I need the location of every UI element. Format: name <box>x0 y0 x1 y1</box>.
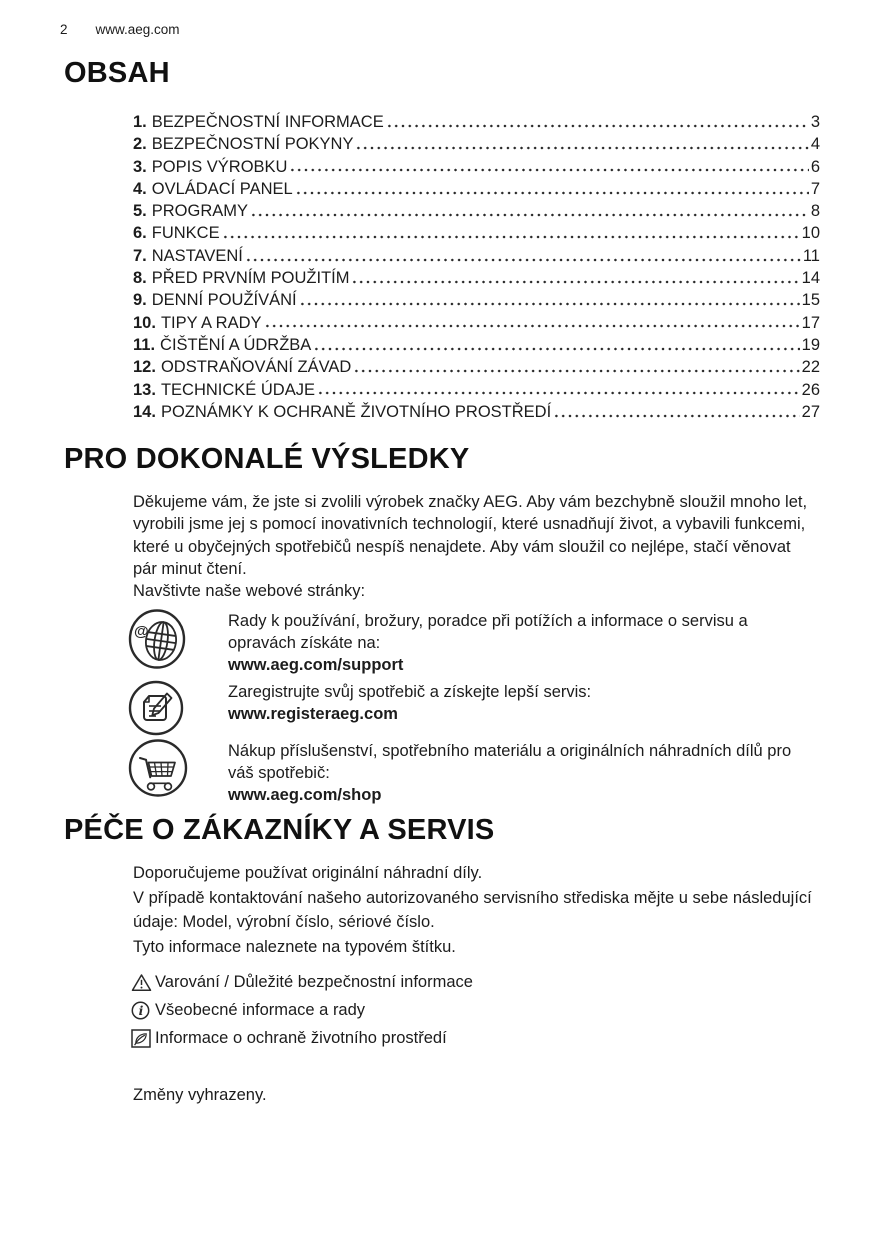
toc-item-title: POZNÁMKY K OCHRANĚ ŽIVOTNÍHO PROSTŘEDÍ <box>160 402 552 421</box>
web-links <box>128 609 818 807</box>
toc-item-title: ČIŠTĚNÍ A ÚDRŽBA <box>160 335 312 354</box>
care-text <box>133 861 813 959</box>
svg-text:i: i <box>138 1002 144 1018</box>
shop-url: www.aeg.com/shop <box>228 786 382 805</box>
toc-item-page: 3 <box>810 113 820 131</box>
toc-item <box>133 111 820 133</box>
intro-paragraph: Děkujeme vám, že jste si zvolili výrobek značky AEG. Aby vám bezchybně sloužil mnoho let, vyrobili jsme jej s pomocí inovativních technologií, které usnadňují život, a vybavili funkcemi, které u obyčejných spotřebičů nespíš nenajdete. Aby vám sloužil co nejlépe, stačí věnovat pár minut čtení. <box>133 493 808 579</box>
toc-item-page: 7 <box>810 179 820 198</box>
toc-heading: OBSAH <box>64 57 170 89</box>
dot-leader <box>250 200 809 222</box>
page-number: 2 <box>60 22 68 37</box>
toc-item-number: 10. <box>133 313 156 332</box>
page-header <box>60 22 180 37</box>
toc-item-number: 5. <box>133 202 147 221</box>
note-text: Všeobecné informace a rady <box>155 1000 366 1019</box>
toc-item-page: 14 <box>801 269 820 288</box>
toc-item-number: 3. <box>133 157 147 176</box>
shop-link-text <box>228 739 818 807</box>
toc-item-number: 9. <box>133 291 147 310</box>
toc-item-page: 27 <box>801 402 820 421</box>
toc-item-page: 15 <box>801 291 820 310</box>
table-of-contents <box>133 111 820 423</box>
dot-leader <box>351 267 799 289</box>
register-url: www.registeraeg.com <box>228 704 398 723</box>
svg-text:@: @ <box>134 622 149 640</box>
toc-item <box>133 200 820 222</box>
toc-item-title: TIPY A RADY <box>160 313 262 332</box>
toc-item-title: DENNÍ POUŽÍVÁNÍ <box>151 291 297 310</box>
toc-item-title: PROGRAMY <box>151 202 249 221</box>
link-description: Nákup příslušenství, spotřebního materiálu a originálních náhradních dílů pro váš spotřebič: <box>228 741 792 782</box>
toc-item <box>133 379 820 401</box>
cart-icon <box>128 739 228 797</box>
dot-leader <box>317 379 800 401</box>
warning-icon <box>131 973 155 992</box>
info-note <box>131 996 874 1024</box>
link-description: Zaregistrujte svůj spotřebič a získejte lepší servis: <box>228 682 592 701</box>
toc-item <box>133 267 820 289</box>
toc-item-title: FUNKCE <box>151 224 220 243</box>
site-url: www.aeg.com <box>95 22 180 37</box>
changes-reserved-note: Změny vyhrazeny. <box>133 1086 267 1105</box>
toc-item-number: 12. <box>133 358 156 377</box>
care-line-1: Doporučujeme používat originální náhradní díly. <box>133 864 483 883</box>
toc-item-number: 7. <box>133 246 147 265</box>
toc-item-number: 1. <box>133 113 147 131</box>
toc-item-number: 14. <box>133 402 156 421</box>
toc-item-title: BEZPEČNOSTNÍ POKYNY <box>151 135 354 154</box>
info-icon <box>131 1001 155 1020</box>
shop-link-row <box>128 739 818 807</box>
dot-leader <box>386 111 809 133</box>
dot-leader <box>295 178 809 200</box>
toc-item <box>133 133 820 155</box>
toc-item <box>133 245 820 267</box>
eco-icon <box>131 1029 155 1048</box>
dot-leader <box>245 245 801 267</box>
toc-item-number: 2. <box>133 135 147 154</box>
toc-item <box>133 178 820 200</box>
support-link-row <box>128 609 818 677</box>
toc-item-page: 10 <box>801 224 820 243</box>
care-line-3: Tyto informace naleznete na typovém štítku. <box>133 937 456 956</box>
toc-item <box>133 222 820 244</box>
toc-item-number: 13. <box>133 380 156 399</box>
toc-item-page: 19 <box>801 335 820 354</box>
visit-line: Navštivte naše webové stránky: <box>133 582 366 601</box>
register-icon <box>128 680 228 736</box>
note-text: Varování / Důležité bezpečnostní informace <box>155 972 473 991</box>
toc-item-number: 4. <box>133 179 147 198</box>
toc-item-page: 11 <box>802 246 820 265</box>
toc-item-page: 8 <box>810 202 820 221</box>
dot-leader <box>553 401 799 423</box>
toc-item-page: 17 <box>801 313 820 332</box>
legend-notes <box>131 968 874 1052</box>
toc-item <box>133 356 820 378</box>
register-link-text <box>228 680 818 726</box>
support-link-text <box>228 609 818 677</box>
dot-leader <box>355 133 808 155</box>
dot-leader <box>299 289 800 311</box>
results-heading: PRO DOKONALÉ VÝSLEDKY <box>64 443 470 476</box>
register-link-row <box>128 680 818 736</box>
toc-item-page: 6 <box>810 157 820 176</box>
toc-item-title: PŘED PRVNÍM POUŽITÍM <box>151 269 350 288</box>
toc-item-title: BEZPEČNOSTNÍ INFORMACE <box>151 113 384 131</box>
toc-item <box>133 312 820 334</box>
toc-item <box>133 334 820 356</box>
dot-leader <box>289 156 808 178</box>
toc-item <box>133 156 820 178</box>
warning-note <box>131 968 874 996</box>
toc-item <box>133 401 820 423</box>
toc-item-title: TECHNICKÉ ÚDAJE <box>160 380 315 399</box>
toc-item-number: 6. <box>133 224 147 243</box>
toc-item-title: POPIS VÝROBKU <box>151 157 288 176</box>
globe-at-icon <box>128 609 228 669</box>
care-heading: PÉČE O ZÁKAZNÍKY A SERVIS <box>64 814 495 847</box>
toc-item-page: 22 <box>801 358 820 377</box>
note-text: Informace o ochraně životního prostředí <box>155 1028 447 1047</box>
toc-item-number: 8. <box>133 269 147 288</box>
link-description: Rady k používání, brožury, poradce při potížích a informace o servisu a opravách získáte na: <box>228 611 748 652</box>
toc-item <box>133 289 820 311</box>
toc-item-title: NASTAVENÍ <box>151 246 243 265</box>
care-line-2: V případě kontaktování našeho autorizovaného servisního střediska mějte u sebe následující údaje: Model, výrobní číslo, sériové číslo. <box>133 888 812 932</box>
dot-leader <box>222 222 800 244</box>
toc-item-page: 4 <box>810 135 820 154</box>
toc-item-title: ODSTRAŇOVÁNÍ ZÁVAD <box>160 358 352 377</box>
eco-note <box>131 1024 874 1052</box>
toc-item-page: 26 <box>801 380 820 399</box>
toc-item-title: OVLÁDACÍ PANEL <box>151 179 293 198</box>
support-url: www.aeg.com/support <box>228 656 404 675</box>
dot-leader <box>264 312 800 334</box>
dot-leader <box>353 356 799 378</box>
toc-item-number: 11. <box>133 335 156 354</box>
dot-leader <box>313 334 799 356</box>
